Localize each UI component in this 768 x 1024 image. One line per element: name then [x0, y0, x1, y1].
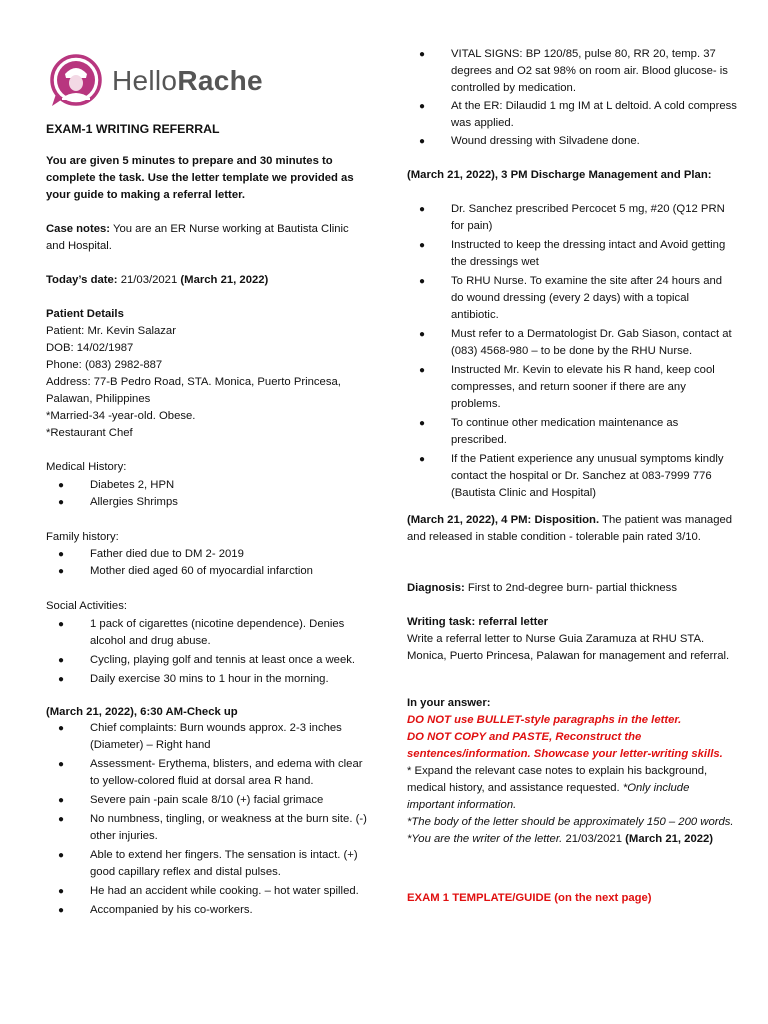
patient-line: Address: 77-B Pedro Road, STA. Monica, Puerto Princesa, Palawan, Philippines: [46, 376, 341, 405]
list-item: ● Allergies Shrimps: [57, 496, 178, 508]
list-item: ● To RHU Nurse. To examine the site after 24 hours and do wound dressing (every 2 days) with a topical antibiotic.: [418, 275, 723, 321]
list-item: ● Diabetes 2, HPN: [57, 479, 175, 491]
list-item: ● Daily exercise 30 mins to 1 hour in the morning.: [57, 673, 329, 685]
answer-heading: In your answer:: [407, 697, 491, 709]
answer-note-3: *You are the writer of the letter. 21/03/2021 (March 21, 2022): [407, 833, 714, 845]
social-list: [57, 616, 370, 688]
page-title: EXAM-1 WRITING REFERRAL: [46, 122, 220, 136]
todays-date: Today’s date: 21/03/2021 (March 21, 2022): [46, 274, 269, 286]
writing-task-text: Write a referral letter to Nurse Guia Zaramuza at RHU STA. Monica, Puerto Princesa, Palawan for management and referral.: [407, 633, 730, 662]
patient-line: DOB: 14/02/1987: [46, 342, 134, 354]
answer-rule-2: DO NOT COPY and PASTE, Reconstruct the sentences/information. Showcase your letter-writing skills.: [407, 731, 723, 760]
family-history-heading: Family history:: [46, 531, 119, 543]
writing-task: [407, 614, 737, 665]
answer-rule-1: DO NOT use BULLET-style paragraphs in the letter.: [407, 714, 682, 726]
list-item: ● If the Patient experience any unusual symptoms kindly contact the hospital or Dr. Sanchez at 083-7999 776 (Bautista Clinic and Hospital): [418, 453, 724, 499]
intro-paragraph: You are given 5 minutes to prepare and 30 minutes to complete the task. Use the letter template we provided as your guide to making a referral letter.: [46, 155, 354, 201]
list-item: ● Accompanied by his co-workers.: [57, 904, 253, 916]
list-item: ● 1 pack of cigarettes (nicotine dependence). Denies alcohol and drug abuse.: [57, 618, 345, 647]
list-item: ● Father died due to DM 2- 2019: [57, 548, 244, 560]
disposition: (March 21, 2022), 4 PM: Disposition. The patient was managed and released in stable condition - tolerable pain rated 3/10.: [407, 514, 733, 543]
answer-note-1: * Expand the relevant case notes to explain his background, medical history, and assistance requested. *Only include important information.: [407, 765, 708, 811]
list-item: ● Dr. Sanchez prescribed Percocet 5 mg, #20 (Q12 PRN for pain): [418, 203, 725, 232]
writing-task-heading: Writing task: referral letter: [407, 616, 549, 628]
medical-history-heading: Medical History:: [46, 461, 127, 473]
list-item: ● Instructed to keep the dressing intact and Avoid getting the dressings wet: [418, 239, 726, 268]
list-item: ● Cycling, playing golf and tennis at least once a week.: [57, 654, 356, 666]
list-item: ● Severe pain -pain scale 8/10 (+) facial grimace: [57, 794, 324, 806]
patient-details: [46, 306, 370, 442]
next-page-notice: EXAM 1 TEMPLATE/GUIDE (on the next page): [407, 892, 652, 904]
checkup-heading: (March 21, 2022), 6:30 AM-Check up: [46, 706, 238, 718]
list-item: ● At the ER: Dilaudid 1 mg IM at L deltoid. A cold compress was applied.: [418, 100, 737, 129]
list-item: ● Assessment- Erythema, blisters, and edema with clear to yellow-colored fluid at dorsal area R hand.: [57, 758, 363, 787]
discharge-heading: (March 21, 2022), 3 PM Discharge Management and Plan:: [407, 169, 712, 181]
case-notes: Case notes: You are an ER Nurse working at Bautista Clinic and Hospital.: [46, 223, 349, 252]
list-item: ● Must refer to a Dermatologist Dr. Gab Siason, contact at (083) 4568-980 – to be done by the RHU Nurse.: [418, 328, 732, 357]
list-item: ● No numbness, tingling, or weakness at the burn site. (-) other injuries.: [57, 813, 367, 842]
list-item: ● To continue other medication maintenance as prescribed.: [418, 417, 679, 446]
diagnosis: Diagnosis: First to 2nd-degree burn- partial thickness: [407, 582, 677, 594]
list-item: ● VITAL SIGNS: BP 120/85, pulse 80, RR 20, temp. 37 degrees and O2 sat 98% on room air. Blood glucose- is controlled by medication.: [418, 48, 728, 94]
patient-heading: Patient Details: [46, 308, 124, 320]
patient-line: Phone: (083) 2982-887: [46, 359, 163, 371]
answer-note-2: *The body of the letter should be approximately 150 – 200 words.: [407, 816, 734, 828]
family-history-list: [57, 546, 370, 580]
logo-wordmark: HelloRache: [112, 65, 263, 96]
patient-line: Patient: Mr. Kevin Salazar: [46, 325, 176, 337]
nurse-avatar-icon: [50, 52, 102, 110]
list-item: ● Instructed Mr. Kevin to elevate his R hand, keep cool compresses, and return sooner if there are any problems.: [418, 364, 715, 410]
social-heading: Social Activities:: [46, 600, 127, 612]
list-item: ● He had an accident while cooking. – hot water spilled.: [57, 885, 359, 897]
list-item: ● Mother died aged 60 of myocardial infarction: [57, 565, 313, 577]
list-item: ● Chief complaints: Burn wounds approx. 2-3 inches (Diameter) – Right hand: [57, 722, 342, 751]
list-item: ● Able to extend her fingers. The sensation is intact. (+) good capillary reflex and distal pulses.: [57, 849, 358, 878]
checkup-list: [57, 720, 370, 919]
list-item: ● Wound dressing with Silvadene done.: [418, 135, 640, 147]
answer-instructions: [407, 695, 737, 848]
vitals-list: [418, 46, 737, 150]
patient-line: *Restaurant Chef: [46, 427, 133, 439]
patient-line: *Married-34 -year-old. Obese.: [46, 410, 196, 422]
discharge-list: [418, 201, 737, 502]
medical-history-list: [57, 477, 370, 511]
hellorache-logo: [50, 52, 263, 112]
